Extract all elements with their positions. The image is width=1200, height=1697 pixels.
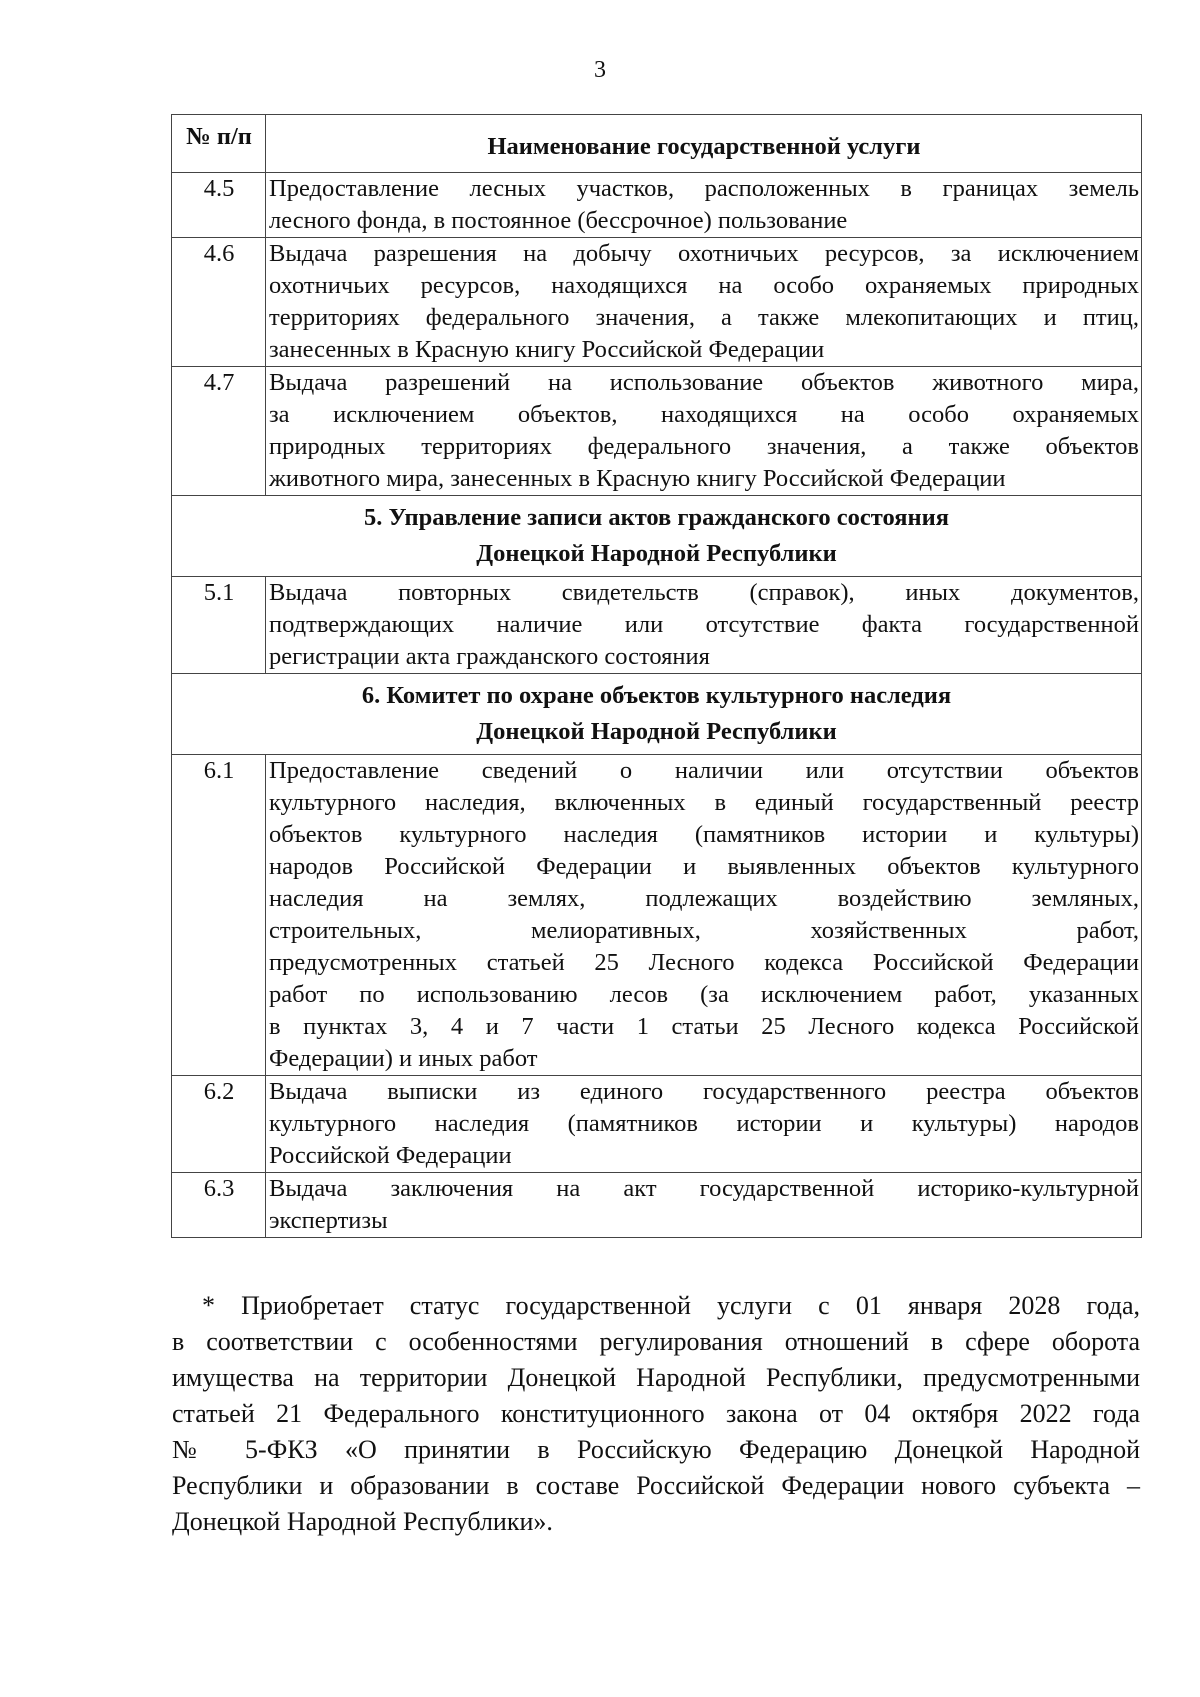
column-header-number: № п/п: [172, 115, 266, 173]
service-name-line: культурного наследия, включенных в единый государственный реестр: [269, 789, 1139, 816]
footnote: [172, 1288, 1140, 1540]
service-name-line: предусмотренных статьей 25 Лесного кодекса Российской Федерации: [269, 949, 1139, 976]
service-name-line: экспертизы: [269, 1207, 388, 1234]
service-name-line: лесного фонда, в постоянное (бессрочное) пользование: [269, 207, 848, 234]
service-name-line: регистрации акта гражданского состояния: [269, 643, 710, 670]
service-name: [266, 1173, 1142, 1238]
section-header-row: [172, 496, 1142, 577]
service-name-line: за исключением объектов, находящихся на особо охраняемых: [269, 401, 1139, 428]
service-name-line: Выдача разрешения на добычу охотничьих ресурсов, за исключением: [269, 240, 1139, 267]
row-number: 5.1: [172, 577, 266, 674]
service-name-line: занесенных в Красную книгу Российской Федерации: [269, 336, 825, 363]
service-name: [266, 238, 1142, 367]
footnote-line: * Приобретает статус государственной услуги с 01 января 2028 года,: [202, 1291, 1140, 1320]
footnote-line: Донецкой Народной Республики».: [172, 1507, 553, 1536]
service-name-line: объектов культурного наследия (памятников истории и культуры): [269, 821, 1139, 848]
service-name-line: животного мира, занесенных в Красную книгу Российской Федерации: [269, 465, 1006, 492]
section-header-row: [172, 674, 1142, 755]
service-name-line: Предоставление лесных участков, расположенных в границах земель: [269, 175, 1139, 202]
footnote-line: имущества на территории Донецкой Народной Республики, предусмотренными: [172, 1363, 1140, 1392]
service-name-line: Выдача заключения на акт государственной историко-культурной: [269, 1175, 1139, 1202]
footnote-line: статьей 21 Федерального конституционного закона от 04 октября 2022 года: [172, 1399, 1140, 1428]
table-row: [172, 238, 1142, 367]
service-name: [266, 577, 1142, 674]
service-name-line: подтверждающих наличие или отсутствие факта государственной: [269, 611, 1139, 638]
service-name-line: Выдача разрешений на использование объектов животного мира,: [269, 369, 1139, 396]
table-body: [172, 173, 1142, 1238]
table-header-row: [172, 115, 1142, 173]
service-name-line: народов Российской Федерации и выявленных объектов культурного: [269, 853, 1139, 880]
table-row: [172, 755, 1142, 1076]
service-name-line: охотничьих ресурсов, находящихся на особо охраняемых природных: [269, 272, 1139, 299]
row-number: 4.5: [172, 173, 266, 238]
footnote-line: Республики и образовании в составе Российской Федерации нового субъекта –: [172, 1471, 1140, 1500]
service-name: [266, 755, 1142, 1076]
table-row: [172, 577, 1142, 674]
service-name: [266, 173, 1142, 238]
row-number: 6.1: [172, 755, 266, 1076]
table-row: [172, 367, 1142, 496]
service-name-line: Российской Федерации: [269, 1142, 512, 1169]
service-name-line: работ по использованию лесов (за исключением работ, указанных: [269, 981, 1139, 1008]
section-title: [172, 674, 1142, 755]
service-name-line: Выдача выписки из единого государственного реестра объектов: [269, 1078, 1139, 1105]
service-name: [266, 367, 1142, 496]
service-name-line: Предоставление сведений о наличии или отсутствии объектов: [269, 757, 1139, 784]
service-name-line: территориях федерального значения, а также млекопитающих и птиц,: [269, 304, 1139, 331]
footnote-line: в соответствии с особенностями регулирования отношений в сфере оборота: [172, 1327, 1140, 1356]
service-name: [266, 1076, 1142, 1173]
row-number: 4.6: [172, 238, 266, 367]
row-number: 6.2: [172, 1076, 266, 1173]
page-number: 3: [594, 57, 606, 83]
row-number: 4.7: [172, 367, 266, 496]
service-name-line: наследия на землях, подлежащих воздействию земляных,: [269, 885, 1139, 912]
service-name-line: Выдача повторных свидетельств (справок), иных документов,: [269, 579, 1139, 606]
column-header-service-name: Наименование государственной услуги: [266, 115, 1142, 173]
table-row: [172, 1076, 1142, 1173]
services-table: [171, 114, 1142, 1238]
service-name-line: Федерации) и иных работ: [269, 1045, 538, 1072]
footnote-line: № 5-ФКЗ «О принятии в Российскую Федерацию Донецкой Народной: [172, 1435, 1140, 1464]
row-number: 6.3: [172, 1173, 266, 1238]
section-title-line: 5. Управление записи актов гражданского состояния: [364, 504, 949, 531]
section-title-line: Донецкой Народной Республики: [476, 718, 837, 745]
service-name-line: строительных, мелиоративных, хозяйственных работ,: [269, 917, 1139, 944]
section-title-line: Донецкой Народной Республики: [476, 540, 837, 567]
section-title: [172, 496, 1142, 577]
section-title-line: 6. Комитет по охране объектов культурного наследия: [361, 682, 952, 709]
service-name-line: в пунктах 3, 4 и 7 части 1 статьи 25 Лесного кодекса Российской: [269, 1013, 1139, 1040]
service-name-line: культурного наследия (памятников истории и культуры) народов: [269, 1110, 1139, 1137]
table-row: [172, 1173, 1142, 1238]
table-row: [172, 173, 1142, 238]
service-name-line: природных территориях федерального значения, а также объектов: [269, 433, 1139, 460]
